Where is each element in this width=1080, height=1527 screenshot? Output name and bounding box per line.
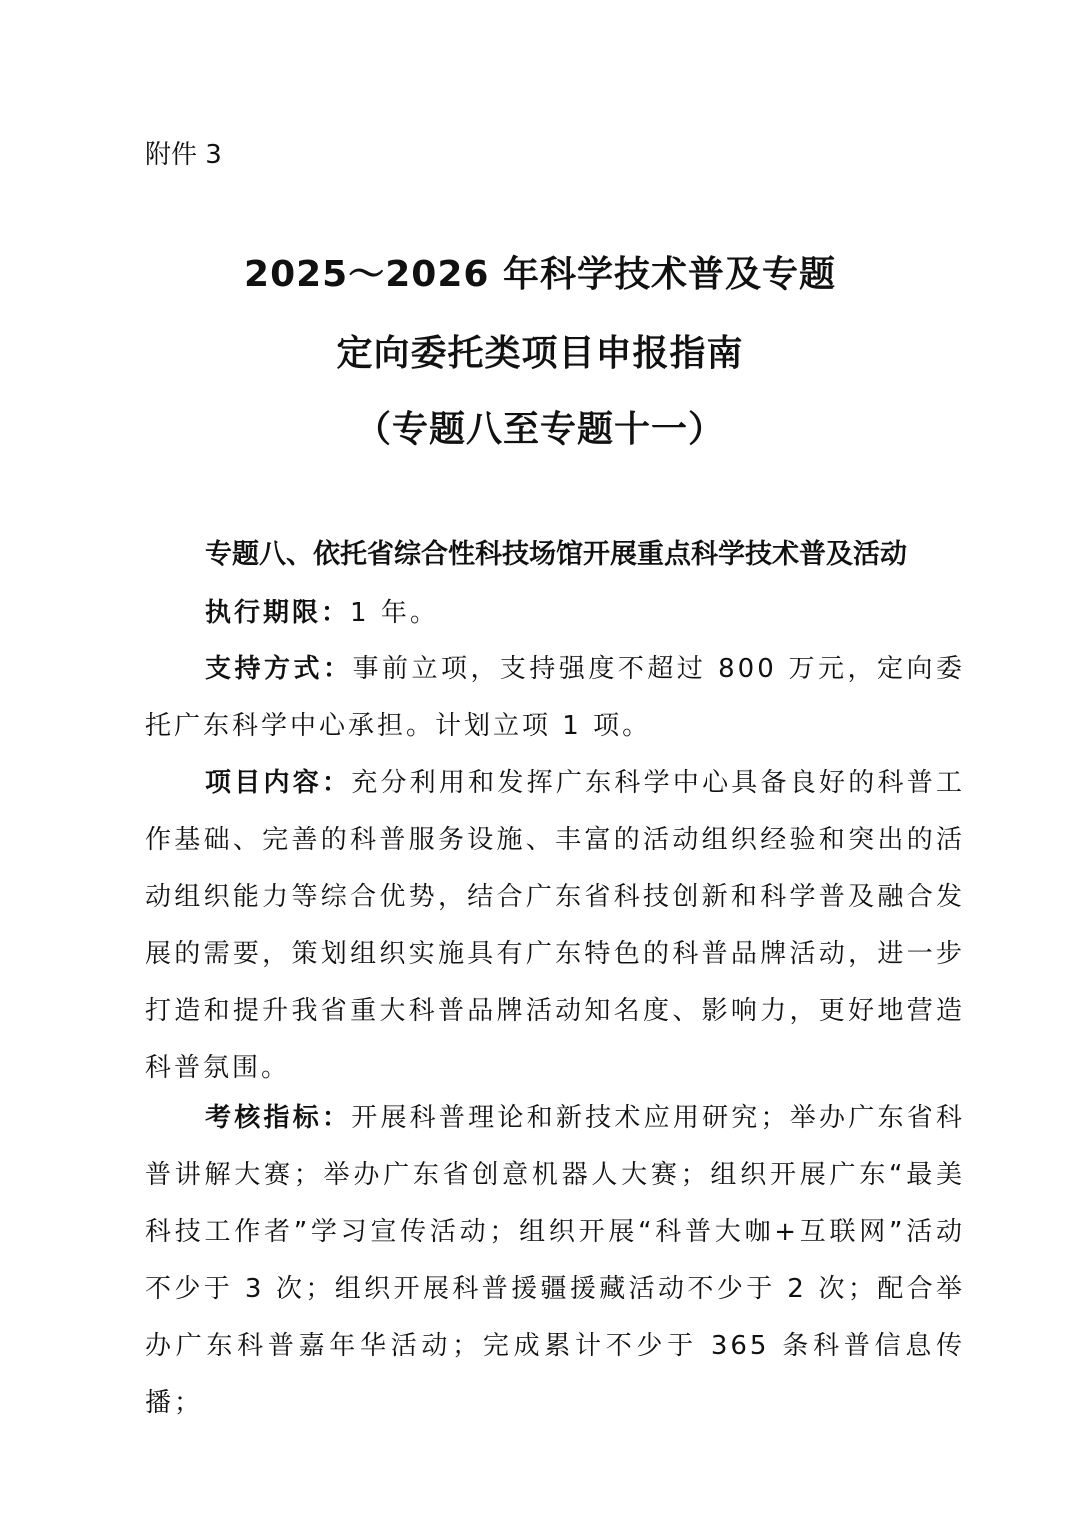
content-label: 项目内容： bbox=[205, 768, 352, 798]
duration-text: 1 年。 bbox=[350, 598, 439, 628]
duration-paragraph bbox=[145, 585, 965, 642]
support-label: 支持方式： bbox=[205, 654, 353, 684]
section-heading: 专题八、依托省综合性科技场馆开展重点科学技术普及活动 bbox=[205, 539, 907, 570]
content-text: 充分利用和发挥广东科学中心具备良好的科普工作基础、完善的科普服务设施、丰富的活动组织经验和突出的活动组织能力等综合优势，结合广东省科技创新和科学普及融合发展的需要，策划组织实施具有广东特色的科普品牌活动，进一步打造和提升我省重大科普品牌活动知名度、影响力，更好地营造科普氛围。 bbox=[145, 768, 965, 1083]
assessment-text: 开展科普理论和新技术应用研究；举办广东省科普讲解大赛；举办广东省创意机器人大赛；组织开展广东“最美科技工作者”学习宣传活动；组织开展“科普大咖+互联网”活动不少于 3 次；组织开展科普援疆援藏活动不少于 2 次；配合举办广东科普嘉年华活动；完成累计不少于 365 条科普信息传播； bbox=[145, 1103, 965, 1418]
title-line-3: （专题八至专题十一） bbox=[354, 409, 725, 450]
support-text: 事前立项，支持强度不超过 800 万元，定向委托广东科学中心承担。计划立项 1 项。 bbox=[145, 654, 965, 741]
attachment-label: 附件 3 bbox=[145, 140, 222, 170]
content-paragraph bbox=[145, 755, 965, 1097]
support-paragraph bbox=[145, 641, 965, 755]
title-line-2: 定向委托类项目申报指南 bbox=[336, 333, 744, 374]
duration-label: 执行期限： bbox=[205, 598, 351, 628]
assessment-paragraph bbox=[145, 1090, 965, 1432]
title-line-1: 2025～2026 年科学技术普及专题 bbox=[244, 254, 836, 295]
assessment-label: 考核指标： bbox=[205, 1103, 352, 1133]
